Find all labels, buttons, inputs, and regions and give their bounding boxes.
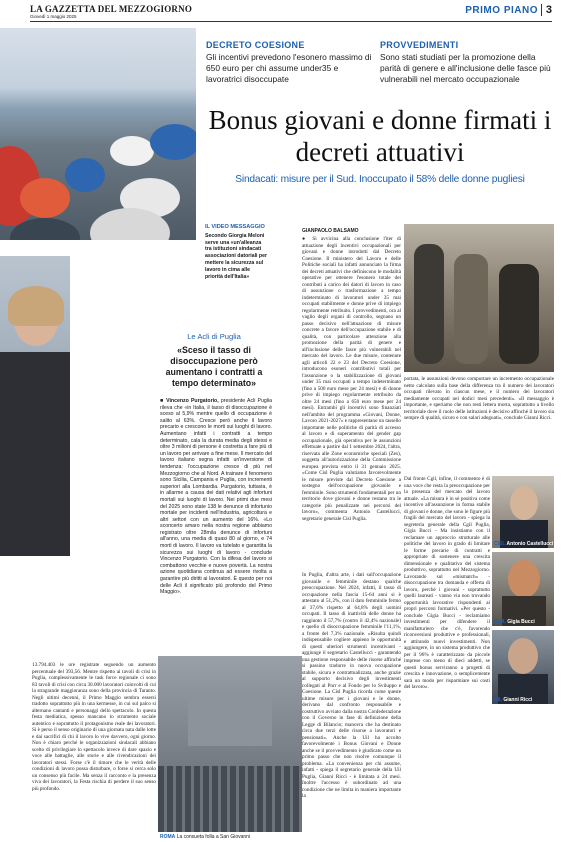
article-column-2: In Puglia, d'altra arte, i dati sull'occupazione giovanile e femminile destano qualche preoccupazione. Nel 2024, infatti, il tasso di occupazione nella fascia 15-64 anni si è attestato al 51,2%, con il dato femminile fermo al 37,6% rispetto al 64,8% degli uomini occupati. Il tasso di inattività delle donne ha raggiunto il 57,7% (contro il 42,4% nazionale) e quello di disoccupazione femminile l'11,1%, a fronte del 7,3% nazionale. «Risulta quindi indispensabile cogliere appieno le opportunità di questi ulteriori strumenti incentivanti - aggiunge il segretario Castellucci - garantendo una gestione responsabile delle risorse affinché si passino tradurre in nuova occupazione stabile, sicura e contrattualizzata, anche grazie al supporto decisivo degli investimenti collegati al Pnrr e al Fondo per lo Sviluppo e Coesione. La Cisl Puglia ricorda come queste ultime misure per i giovani e le donne, derivano dal confronto responsabile e costruttivo avviato dalla nostra Confederazione con il Governo in fase di definizione della Legge di Bilancio; manovra che ha destinato circa due terzi delle risorse a lavoratori e pensionati». Anche la Uil ha accolto favorevolmente i Bonus Giovani e Donne anche se il provvedimento è giudicato come un primo passo che non risolve comunque il problema. «La convenienza per chi assume, infatti - spiega il segretario generale della Uil Puglia, Gianni Ricci - è limitata a 24 mesi. Inoltre l'accesso è subordinato ad una condizione che ne limita in maniera importante la bbox=[302, 572, 401, 799]
issue-date: Giovedì 1 maggio 2025 bbox=[30, 14, 77, 19]
video-caption bbox=[205, 224, 267, 280]
article-column-4: Dal fronte Cgil, infine, il commento è di una voce che resta la preoccupazione per la presenza del mercato del lavoro attuale. «La misura è in sé positiva come incentivo all'assunzione in forma stabile di giovani e donne, che sono le figure più fragili del mercato del lavoro - spiega la segreteria generale della Cgil Puglia, Gigia Bucci - Ma insistiamo con il reclamare un approccio strutturale alle politiche del lavoro in grado di limitare le forme precarie di contratti e appropriate di sostenere una crescita dimensionale e qualitativa del sistema produttivo, soprattutto nel Mezzogiorno. Lavorando sul «mismatch» - disoccupazione tra domanda e offerta di lavoro, perché i giovani - soprattutto quelli laureati - vanno via non trovando opportunità lavorative rispondenti ai propri percorsi formativi. «Per questo - conclude Gigia Bucci - reclamiamo investimenti per difendere il manifatturiero che c'è, favorendo riconversioni produttive e professionali, e attirando nuovi investimenti. Non aggiungere, in un sistema produttivo che per il 96% è caratterizzato da piccole imprese con meno di dieci addetti, se questi bonus serviranno a progetti di crescita e innovazione, o semplicemente sarà un modo per risparmiare sui costi del lavoro». bbox=[404, 476, 490, 690]
kicker-provvedimenti bbox=[380, 40, 555, 84]
portrait-caption: UIL Gianni Ricci bbox=[494, 697, 533, 703]
kicker-body: Sono stati studiati per la promozione della parità di genere e all'inclusione delle fasce più vulnerabili nel mercato occupazionale bbox=[380, 52, 551, 84]
video-body: Secondo Giorgia Meloni serve una «un'alleanza tra istituzioni sindacati associazioni datoriali per mettere la sicurezza sul lavoro in cima alle priorità dell'Italia» bbox=[205, 232, 267, 280]
workers-photo bbox=[404, 224, 554, 372]
acli-box bbox=[158, 332, 270, 389]
newspaper-brand: LA GAZZETTA DEL MEZZOGIORNO bbox=[30, 4, 193, 14]
kicker-title: DECRETO COESIONE bbox=[206, 40, 305, 50]
article-column-1: ● Si avvicina alla conclusione l'iter di attuazione degli incentivi occupazionali per giovani e donne introdotti dal Decreto Coesione. Il ministero del Lavoro e delle Politiche sociali ha infatti annunciato la firma dei decreti attuativi che definiscono le modalità operative per ottenere l'esonero totale dei contributi a carico dei datori di lavoro in caso di assunzione o trasformazione a tempo indeterminato di lavoratori under 35 mai occupati stabilmente e donne prive di impiego regolarmente retribuito. I provvedimenti, ora al vaglio degli organi di controllo, segnano un passo decisivo nell'attuazione di misure concrete a favore dell'occupazione stabile e di qualità, con particolare attenzione alla promozione della parità di genere e all'inclusione delle fasce più vulnerabili nel mercato del lavoro. Le due misure, contenute agli articoli 22 e 23 del Decreto Coesione, introducono esoneri contributivi totali per l'assunzione o la stabilizzazione di giovani under 35 mai occupati a tempo indeterminato (fino a 500 euro mese per 24 mesi) e di donne prive di impiego regolarmente retribuito da oltre 24 mesi (fino a 650 euro mese per 24 mesi). Entrambi gli incentivi sono finanziati nell'ambito del programma «Giovani, Donne, Lavoro 2021-2027» e rappresentano un tassello importante nelle politiche di parità di accesso al lavoro e di superamento del gender gap occupazionale, già operativa per le assunzioni effettuate a partire dal 1 settembre 2024, l'altra, riservata alle Zone economiche speciali (Zes), soggetta all'autorizzazione della Commissione europea prevista entro il 31 gennaio 2025. «Come Cisl Puglia valutiamo favorevolmente le misure previste dal Decreto Coesione a sostegno dell'occupazione giovanile e femminile. Sono strumenti fondamentali per un territorio dove giovani e donne restano tra le categorie più penalizzate nei percorsi del lavoro», commenta Antonio Castellucci, segretario generale Cisl Puglia. bbox=[302, 236, 401, 522]
meloni-photo bbox=[0, 256, 70, 556]
acli-text: presidente Acli Puglia rileva che «in Italia, il tasso di disoccupazione è sceso al 5,9% mentre quello di occupazione è salito al 63%. Cresce però anche il lavoro precario e crescono le morti sui luoghi di lavoro. Aumentano infatti i contratti a tempo determinato, cala la durata media degli stessi e oltre 3 milioni di persone è costretta a fare più di un lavoro per arrivare a fine mese. Il mercato del lavoro italiano segna infatti un'inversione di tendenza: l'occupazione cresce di più nel Mezzogiorno che al Nord. A trainare il fenomeno sono Sicilia, Campania e Puglia, con incrementi superiori alla Lombardia. Purgatorio, tuttavia, è in allarme a causa dei dati relativi agli infortuni mortali sui luoghi di lavoro. Nei primi due mesi del 2025 sono state 138 le denunce di infortunio mortale per incidenti nell'industria, agricoltura e altri settori con un aumento del 16%. «Lo sconcerto amaro nella nostra regione abbiamo registrato oltre 28mila denunce di infortuni all'anno, una media di quasi 80 al giorno, e 74 morti di lavoro. Il lavoro va tutelato e garantita la sicurezza sui luoghi di lavoro - conclude Vincenzo Purgatorio. Con la difesa del lavoro si combattono vecchie e nuove povertà. La nostra azione quotidiana continua ad essere rivolta a garantire più diritti ai lavoratori. È questo per noi delle Acli il significato più profondo del Primo Maggio». bbox=[160, 398, 272, 596]
masthead bbox=[30, 4, 552, 22]
portrait-bucci bbox=[492, 552, 554, 626]
acli-body bbox=[160, 398, 272, 632]
kicker-title: PROVVEDIMENTI bbox=[380, 40, 459, 50]
portrait-caption: CISL Antonio Castellucci bbox=[494, 541, 554, 547]
helmets-photo bbox=[0, 28, 196, 240]
photo-caption bbox=[160, 834, 250, 840]
headline: Bonus giovani e donne firmati i decreti attuativi bbox=[208, 105, 552, 167]
subheadline: Sindacati: misure per il Sud. Inoccupato il 58% delle donne pugliesi bbox=[235, 174, 525, 185]
caption-place: ROMA bbox=[160, 834, 176, 840]
byline: GIANPAOLO BALSAMO bbox=[302, 228, 359, 234]
kicker-body: Gli incentivi prevedono l'esonero massimo di 650 euro per chi assume under35 e lavoratrici disoccupate bbox=[206, 52, 372, 84]
acli-lead: ■ Vincenzo Purgatorio, bbox=[160, 398, 219, 404]
section-name: PRIMO PIANO bbox=[465, 5, 538, 16]
article-column-3: portata, le assunzioni devono comportare un incremento occupazionale netto calcolato sulla base della differenza tra il numero dei lavoratori occupati rilevato in ciascun mese, e il numero dei lavoratori mediamente occupati nei dodici mesi precedenti». «Il messaggio è importante, e speriamo che non resti lettera morta, soprattutto a livello territoriale dove il ruolo delle istituzioni è decisivo affinché il lavoro sia sempre di qualità, sicuro e con salari adeguati», conclude Gianni Ricci. bbox=[404, 376, 554, 421]
crowd-photo bbox=[158, 656, 302, 832]
page-number: 3 bbox=[541, 4, 552, 16]
portrait-caption: CGIL Gigia Bucci bbox=[494, 619, 535, 625]
caption-text: La consueta folla a San Giovanni bbox=[176, 834, 251, 840]
portrait-castellucci bbox=[492, 476, 554, 548]
portrait-ricci bbox=[492, 630, 554, 704]
video-label: IL VIDEO MESSAGGIO bbox=[205, 224, 265, 230]
left-column-text: 13.794.403 le ore registrate seguendo un aumento percentuale del 393,56. Mentre rispetto ai tavoli di crisi in Puglia, complessivamente le task force regionale ci sono 83 tavoli di crisi con circa 30.000 lavoratori coinvolti di cui la stragrande maggioranza sono della provincia di Taranto. Negli ultimi decenni, il Primo Maggio sembra essersi tradotto soprattutto più in una kermesse, in cui sul palco si alternano cantanti e personaggi dello spettacolo. In questa festa mediatica, spesso mancano lo strumento sociale autentico e soprattutto il protagonismo reale dei lavoratori. Si è perso il senso originario di una giornata nata dalle lotte e dai sacrifici di chi il lavoro lo vive davvero, ogni giorno. Non è chiaro perché le organizzazioni sindacali abbiano scelto di privilegiare lo spettacolo invece di dare spazio e voce alle battaglie, alle storie e alle rivendicazioni dei lavoratori stessi. Forse c'è il timore che le verità delle condizioni di lavoro possa disturbare, o forse si cerca solo un consenso più facile. Ma senza il racconto e la presenza viva dei lavoratori, la Festa rischia di perdere il suo senso più profondo. bbox=[32, 662, 156, 792]
kicker-decreto bbox=[206, 40, 374, 84]
acli-title: Le Acli di Puglia bbox=[187, 332, 241, 341]
acli-quote: «Sceso il tasso di disoccupazione però aumentano i contratti a tempo determinato» bbox=[165, 345, 263, 388]
